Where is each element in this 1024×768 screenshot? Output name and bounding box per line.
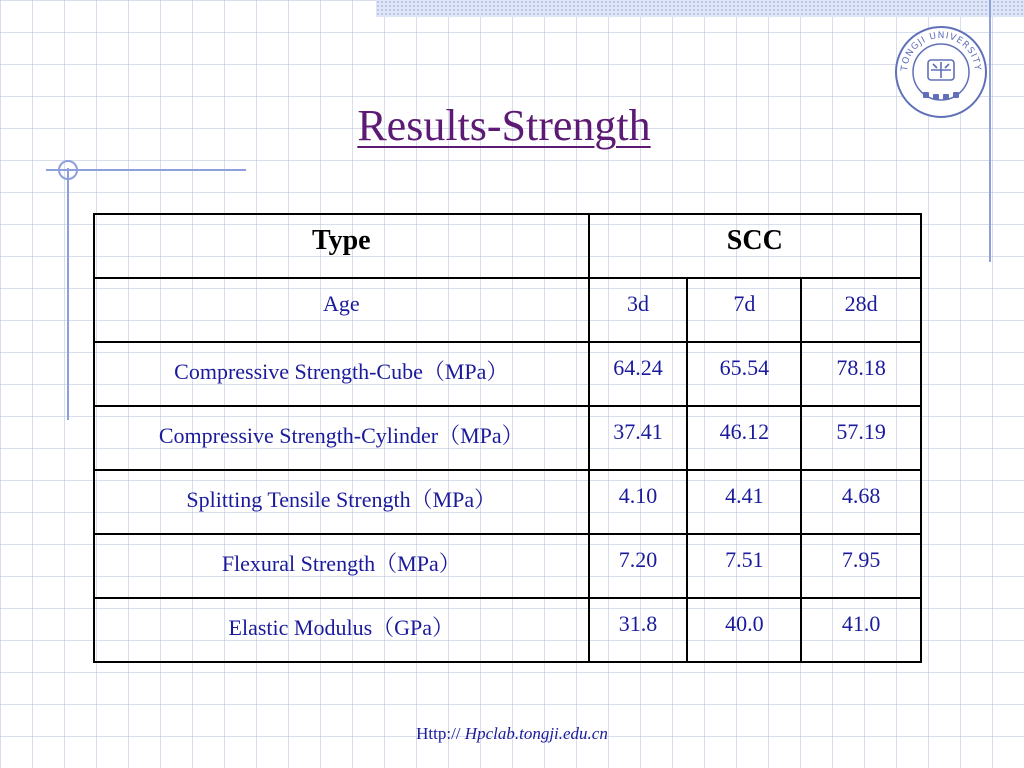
property-cell: Compressive Strength-Cube（MPa） <box>94 342 589 406</box>
decorative-circle-left <box>56 158 80 182</box>
value-cell: 4.68 <box>801 470 921 534</box>
property-cell: Compressive Strength-Cylinder（MPa） <box>94 406 589 470</box>
value-cell: 31.8 <box>589 598 688 662</box>
footer-prefix: Http:// <box>416 724 461 743</box>
property-cell: Elastic Modulus（GPa） <box>94 598 589 662</box>
age-label: Age <box>94 278 589 342</box>
value-cell: 7.20 <box>589 534 688 598</box>
table-row <box>94 342 921 406</box>
footer-domain-link[interactable]: Hpclab.tongji.edu.cn <box>464 724 608 743</box>
value-cell: 78.18 <box>801 342 921 406</box>
value-cell: 40.0 <box>687 598 801 662</box>
value-cell: 4.10 <box>589 470 688 534</box>
table-header-row <box>94 214 921 278</box>
age-cell: 7d <box>687 278 801 342</box>
value-cell: 7.95 <box>801 534 921 598</box>
logo-arc-text: TONGJI UNIVERSITY <box>899 30 983 72</box>
property-cell: Splitting Tensile Strength（MPa） <box>94 470 589 534</box>
age-cell: 3d <box>589 278 688 342</box>
scc-header: SCC <box>589 214 921 278</box>
value-cell: 65.54 <box>687 342 801 406</box>
decorative-vertical-line-left <box>67 168 69 420</box>
slide-title: Results-Strength <box>357 101 651 150</box>
age-row <box>94 278 921 342</box>
value-cell: 64.24 <box>589 342 688 406</box>
property-cell: Flexural Strength（MPa） <box>94 534 589 598</box>
table-row <box>94 470 921 534</box>
top-decorative-band <box>376 0 1024 17</box>
age-cell: 28d <box>801 278 921 342</box>
table-row <box>94 406 921 470</box>
type-header: Type <box>94 214 589 278</box>
table-row <box>94 598 921 662</box>
value-cell: 37.41 <box>589 406 688 470</box>
footer-url <box>0 724 1024 744</box>
value-cell: 4.41 <box>687 470 801 534</box>
value-cell: 57.19 <box>801 406 921 470</box>
results-table <box>93 213 922 663</box>
value-cell: 7.51 <box>687 534 801 598</box>
value-cell: 41.0 <box>801 598 921 662</box>
value-cell: 46.12 <box>687 406 801 470</box>
table-row <box>94 534 921 598</box>
